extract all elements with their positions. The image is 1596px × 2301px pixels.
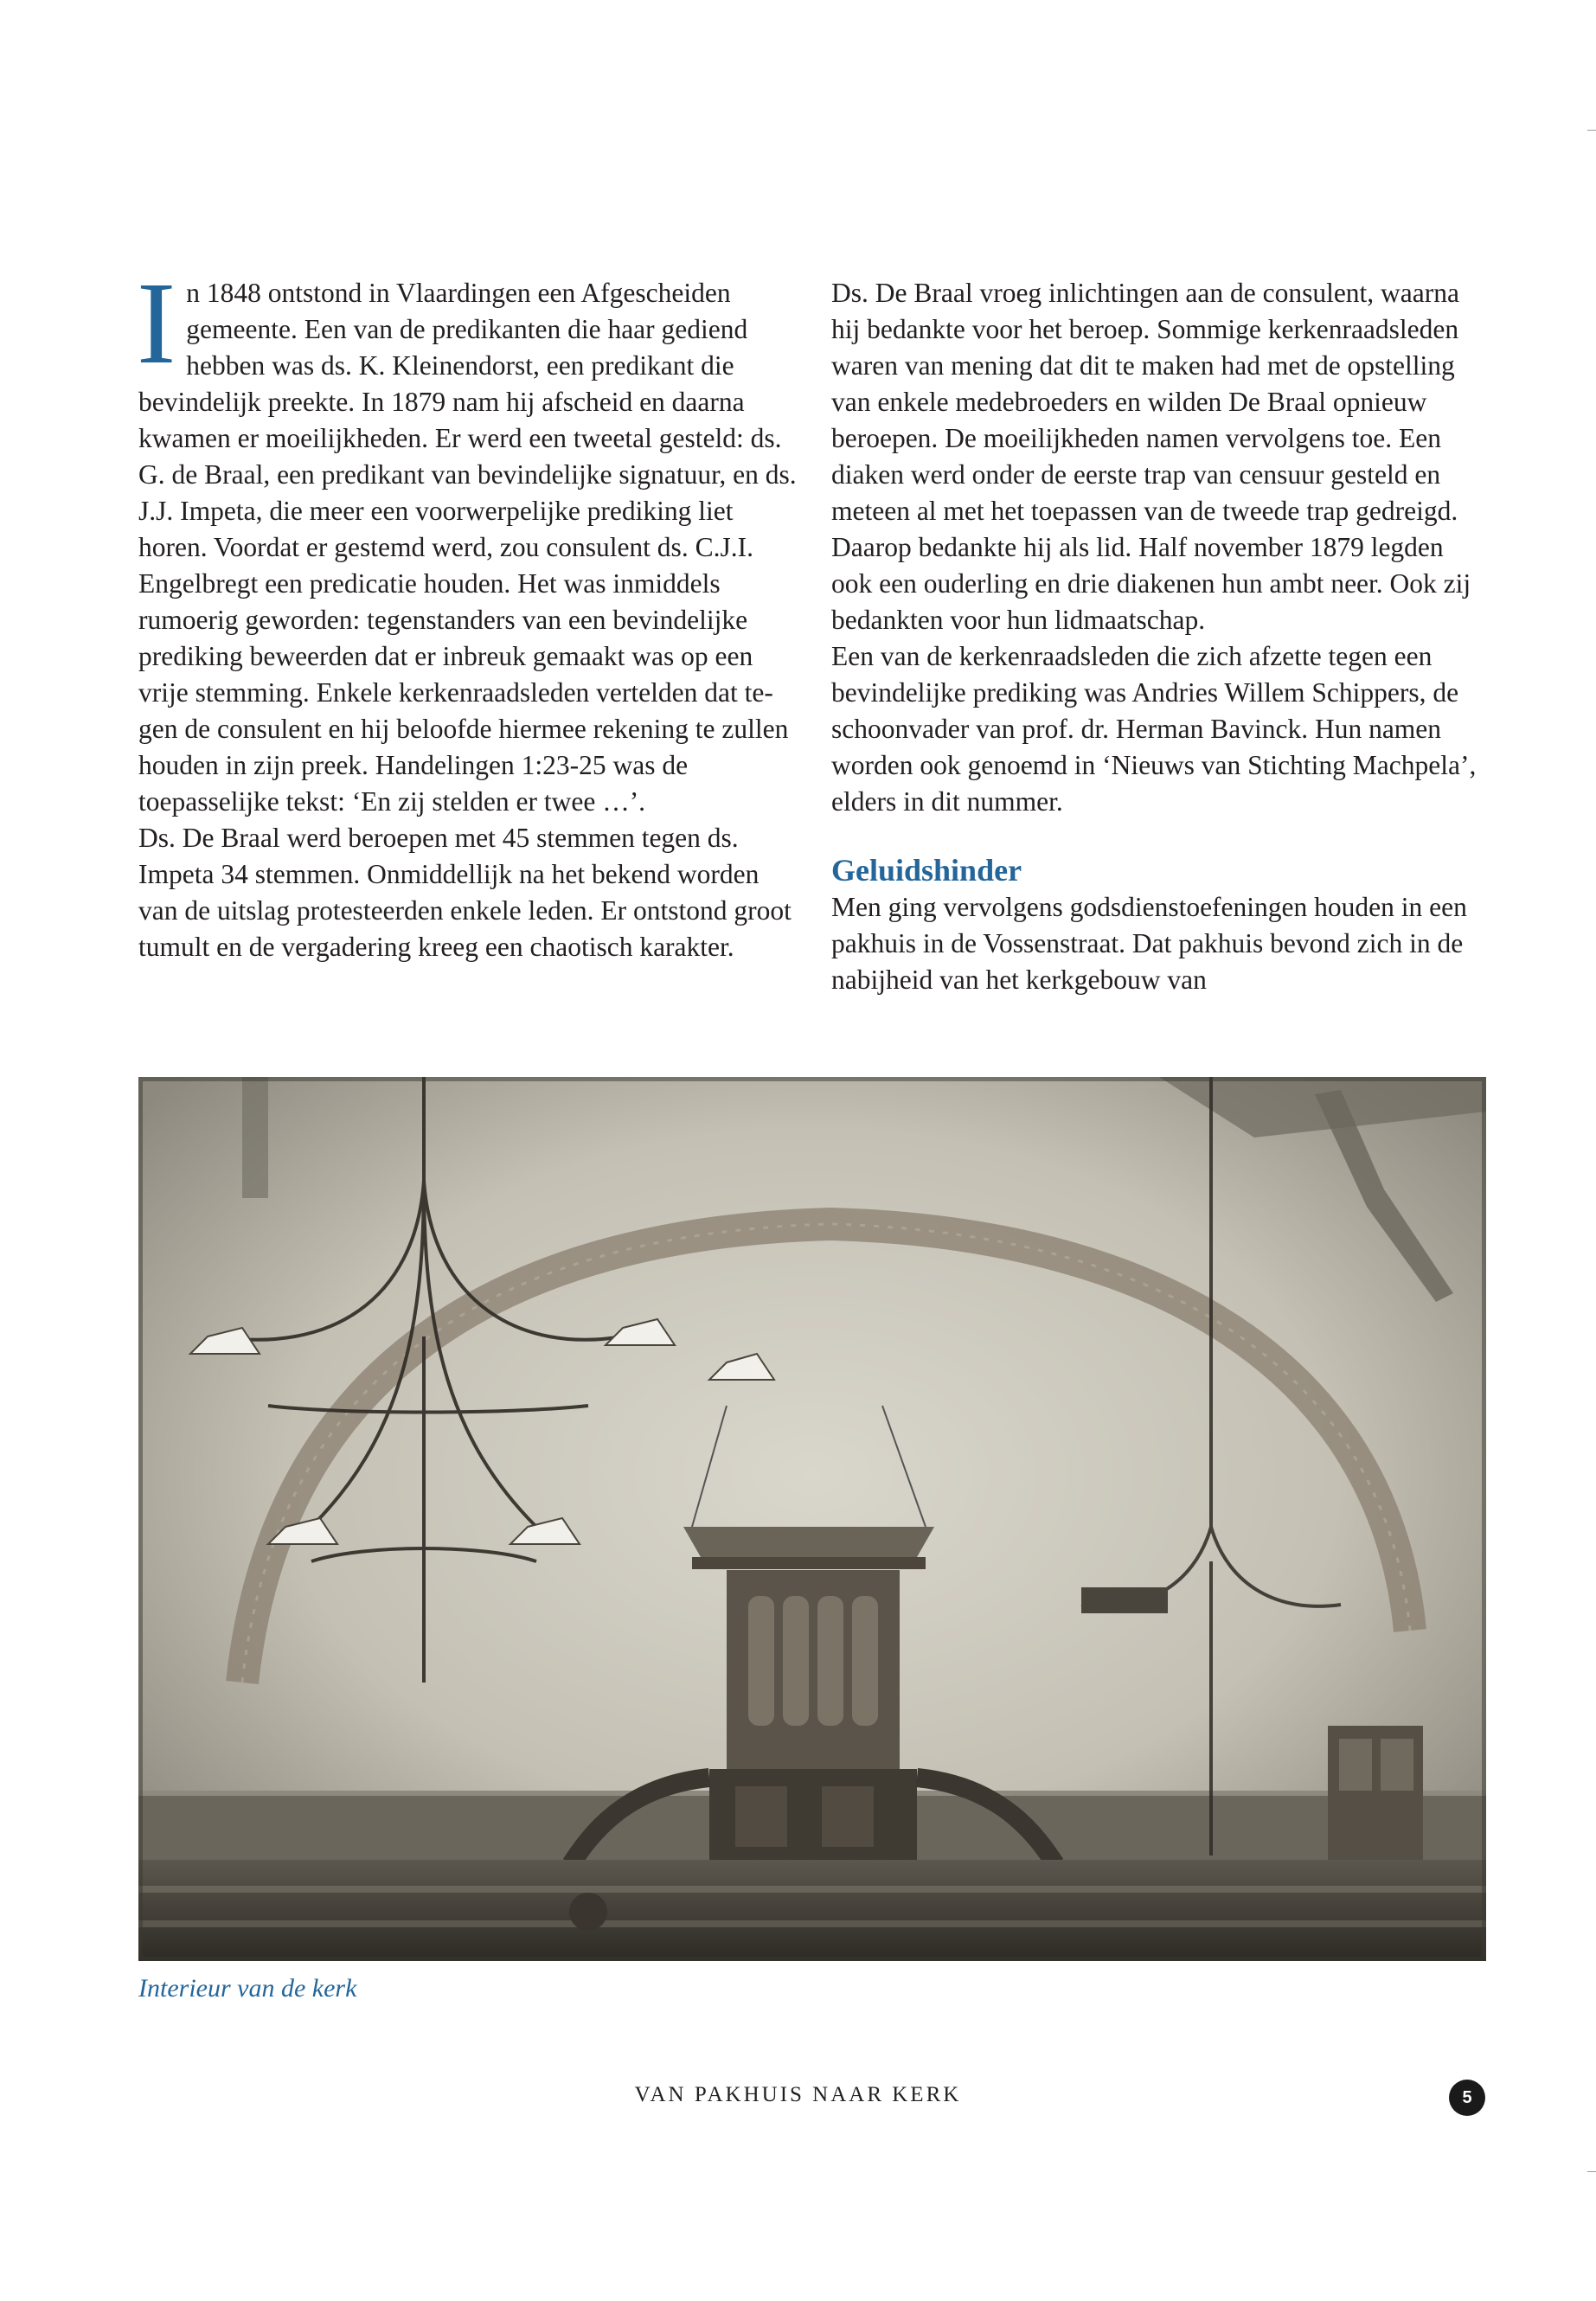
- section-heading: Geluidshinder: [831, 853, 1022, 888]
- photo-illustration: [138, 1077, 1486, 1961]
- paragraph: Men ging vervolgens godsdienstoefeningen houden in een pakhuis in de Vossenstraat. Dat pakhuis bevond zich in de nabijheid van het kerkgebouw van: [831, 892, 1467, 995]
- paragraph: n 1848 ontstond in Vlaardingen een Afgescheiden gemeente. Een van de predikanten die haar gediend hebben was ds. K. Kleinendorst, een predikant die bevindelijk preekte. In 1879 nam hij afscheid en daarna kwamen er moeilijkheden. Er werd een tweetal gesteld: ds. G. de Braal, een predikant van bevindelijke signatuur, en ds. J.J. Impeta, die meer een voorwerpelijke prediking liet horen. Voordat er gestemd werd, zou consulent ds. C.J.I. Engelbregt een predicatie houden. Het was inmiddels rumoerig geworden: tegenstanders van een bevindelijke prediking beweerden dat er inbreuk gemaakt was op een vrije stemming. Enkele kerkenraadsleden vertelden dat tegen de consulent en hij beloofde hiermee rekening te zullen houden in zijn preek. Handelingen 1:23-25 was de toepasselijke tekst: ‘En zij stelden er twee …’.: [138, 278, 797, 817]
- photo-caption: Interieur van de kerk: [138, 1974, 357, 2003]
- article-column-right: [831, 275, 1490, 998]
- running-footer-title: VAN PAKHUIS NAAR KERK: [634, 2083, 962, 2106]
- church-interior-photo: [138, 1077, 1486, 1961]
- article-column-left: [137, 259, 798, 965]
- drop-cap: I: [137, 259, 176, 388]
- crop-mark: [1587, 2171, 1596, 2172]
- paragraph: Ds. De Braal werd beroepen met 45 stemmen tegen ds. Impeta 34 stemmen. Onmiddellijk na het bekend worden van de uitslag protesteerden enkele leden. Er ontstond groot tumult en de vergadering kreeg een chaotisch karakter.: [138, 823, 792, 962]
- page-number-badge: 5: [1449, 2080, 1485, 2116]
- paragraph: Een van de kerkenraadsleden die zich afzette tegen een bevindelijke prediking was Andries Willem Schippers, de schoonvader van prof. dr. Herman Bavinck. Hun namen worden ook genoemd in ‘Nieuws van Stichting Machpela’, elders in dit nummer.: [831, 641, 1477, 817]
- paragraph: Ds. De Braal vroeg inlichtingen aan de consulent, waarna hij bedankte voor het beroep. Sommige kerkenraadsleden waren van mening dat dit te maken had met de opstelling van enkele medebroeders en wilden De Braal opnieuw beroepen. De moeilijkheden namen vervolgens toe. Een diaken werd onder de eerste trap van censuur gesteld en meteen al met het toepassen van de tweede trap gedreigd. Daarop bedankte hij als lid. Half november 1879 legden ook een ouderling en drie diakenen hun ambt neer. Ook zij bedankten voor hun lidmaatschap.: [831, 278, 1471, 635]
- crop-mark: [1587, 130, 1596, 131]
